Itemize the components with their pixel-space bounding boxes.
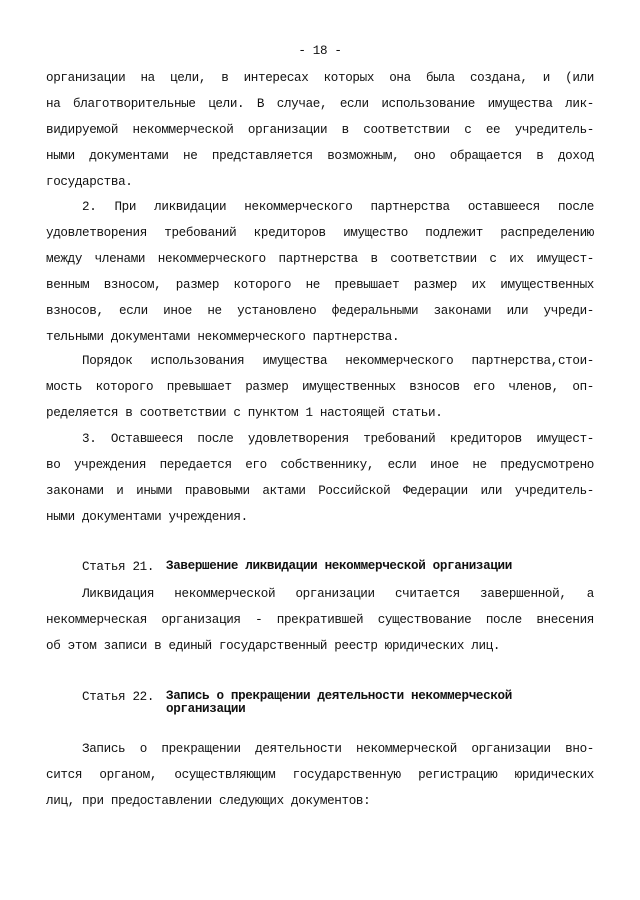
paragraph-1: [46, 65, 594, 195]
article-number: Статья 22.: [82, 690, 155, 704]
text-line: государства.: [46, 175, 133, 189]
text-line: на благотворительные цели. В случае, если использование имущества лик-: [46, 97, 594, 111]
text-line: ными документами учреждения.: [46, 510, 248, 524]
text-line: 2. При ликвидации некоммерческого партнерства оставшееся после: [82, 200, 594, 214]
text-line: об этом записи в единый государственный реестр юридических лиц.: [46, 639, 501, 653]
article-title-line: организации: [166, 702, 246, 716]
text-line: ределяется в соответствии с пунктом 1 настоящей статьи.: [46, 406, 443, 420]
text-line: удовлетворения требований кредиторов имущество подлежит распределению: [46, 226, 594, 240]
text-line: Ликвидация некоммерческой организации считается завершенной, а: [82, 587, 594, 601]
article-number: Статья 21.: [82, 560, 155, 574]
article-22-heading: [82, 690, 602, 716]
paragraph-3: [46, 348, 594, 426]
text-line: законами и иными правовыми актами Российской Федерации или учредитель-: [46, 484, 594, 498]
text-line: ными документами не представляется возможным, оно обращается в доход: [46, 149, 594, 163]
text-line: сится органом, осуществляющим государственную регистрацию юридических: [46, 768, 594, 782]
article-21-heading: [82, 560, 602, 574]
article-title: [166, 690, 596, 716]
text-line: некоммерческая организация - прекратившей существование после внесения: [46, 613, 594, 627]
text-line: во учреждения передается его собственнику, если иное не предусмотрено: [46, 458, 594, 472]
text-line: 3. Оставшееся после удовлетворения требований кредиторов имущест-: [82, 432, 594, 446]
text-line: тельными документами некоммерческого партнерства.: [46, 330, 400, 344]
page-number: - 18 -: [298, 44, 342, 58]
text-line: мость которого превышает размер имущественных взносов его членов, оп-: [46, 380, 594, 394]
text-line: видируемой некоммерческой организации в соответствии с ее учредитель-: [46, 123, 594, 137]
text-line: венным взносом, размер которого не превышает размер их имущественных: [46, 278, 594, 292]
text-line: Порядок использования имущества некоммерческого партнерства,стои-: [82, 354, 594, 368]
paragraph-2: [46, 194, 594, 350]
text-line: организации на цели, в интересах которых она была создана, и (или: [46, 71, 594, 85]
article-22-text: [46, 736, 594, 814]
text-line: взносов, если иное не установлено федеральными законами или учреди-: [46, 304, 594, 318]
article-title: Завершение ликвидации некоммерческой организации: [166, 559, 512, 573]
article-title-line: Запись о прекращении деятельности некоммерческой: [166, 689, 512, 703]
article-21-text: [46, 581, 594, 659]
text-line: между членами некоммерческого партнерства в соответствии с их имущест-: [46, 252, 594, 266]
text-line: лиц, при предоставлении следующих документов:: [46, 794, 371, 808]
text-line: Запись о прекращении деятельности некоммерческой организации вно-: [82, 742, 594, 756]
paragraph-4: [46, 426, 594, 530]
